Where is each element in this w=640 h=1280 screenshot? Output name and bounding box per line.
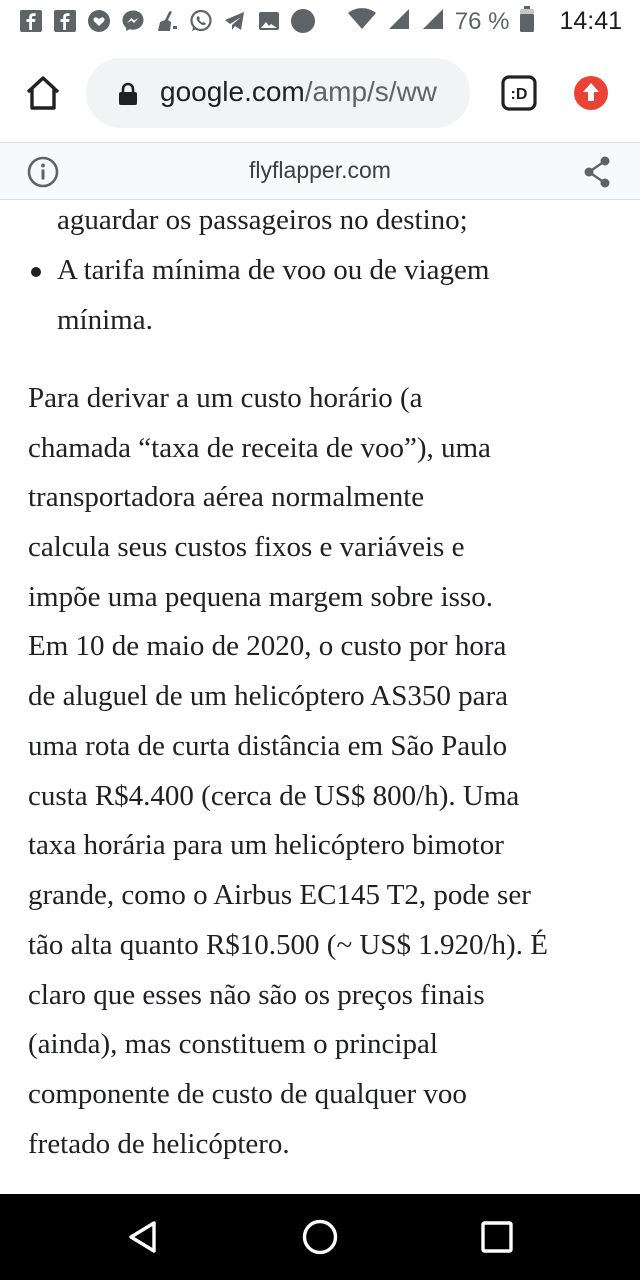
clock: 14:41 [559,7,622,35]
home-button[interactable] [22,72,64,114]
url-path: /amp/s/ww [304,76,438,107]
paragraph-line: transportadora aérea normalmente [28,481,425,513]
paragraph-line: componente de custo de qualquer voo [28,1078,467,1110]
telegram-icon [222,8,248,34]
battery-icon [519,6,535,37]
back-icon [124,1218,162,1256]
paragraph-line: grande, como o Airbus EC145 T2, pode ser [28,879,531,911]
circle-icon [290,8,316,34]
whatsapp-icon [188,8,214,34]
battery-percent: 76 % [454,7,510,35]
paragraph-line: Para derivar a um custo horário (a [28,382,423,414]
notification-icons [18,8,316,34]
home-nav-button[interactable] [301,1218,339,1256]
article-content [0,200,640,1194]
amp-header [0,142,640,200]
navigation-bar [0,1194,640,1280]
wifi-icon [347,7,377,36]
paragraph-line: de aluguel de um helicóptero AS350 para [28,680,508,712]
address-bar[interactable] [86,58,470,128]
home-circle-icon [301,1218,339,1256]
signal-icon [387,7,411,36]
paragraph-line: chamada “taxa de receita de voo”), uma [28,432,491,464]
tab-switcher-label: :D [510,86,528,103]
amp-domain[interactable]: flyflapper.com [249,157,391,183]
lock-icon [118,82,138,106]
paragraph-line: claro que esses não são os preços finais [28,979,485,1011]
messenger-icon [120,8,146,34]
broom-icon [154,8,180,34]
tab-switcher-icon [500,74,538,112]
facebook-icon [52,8,78,34]
facebook-icon [18,8,44,34]
tab-switcher-button[interactable] [500,74,538,112]
paragraph-line: impõe uma pequena margem sobre isso. [28,581,493,613]
heart-icon [86,8,112,34]
gallery-icon [256,8,282,34]
paragraph-line: fretado de helicóptero. [28,1128,290,1160]
bullet-fragment: aguardar os passageiros no destino; [57,204,468,236]
browser-toolbar [0,44,640,142]
paragraph-line: calcula seus custos fixos e variáveis e [28,531,465,563]
bullet-line: mínima. [57,304,153,336]
status-bar [0,0,640,44]
bullet-line: A tarifa mínima de voo ou de viagem [57,254,490,286]
paragraph-line: tão alta quanto R$10.500 (~ US$ 1.920/h). É [28,929,548,961]
paragraph-line: custa R$4.400 (cerca de US$ 800/h). Uma [28,780,520,812]
back-button[interactable] [124,1218,162,1256]
url-text [160,76,460,108]
update-arrow-icon [573,75,609,111]
url-host: google.com [160,76,305,107]
recents-icon [480,1220,514,1254]
paragraph-line: taxa horária para um helicóptero bimotor [28,829,504,861]
bullet-dot [31,267,41,277]
home-icon [22,72,64,114]
paragraph-line: Em 10 de maio de 2020, o custo por hora [28,630,507,662]
update-chrome-button[interactable] [573,75,609,111]
signal-icon [421,7,445,36]
share-icon[interactable] [582,155,612,189]
system-status [347,6,622,37]
recents-button[interactable] [480,1220,514,1254]
paragraph-line: uma rota de curta distância em São Paulo [28,730,508,762]
paragraph-line: (ainda), mas constituem o principal [28,1028,438,1060]
